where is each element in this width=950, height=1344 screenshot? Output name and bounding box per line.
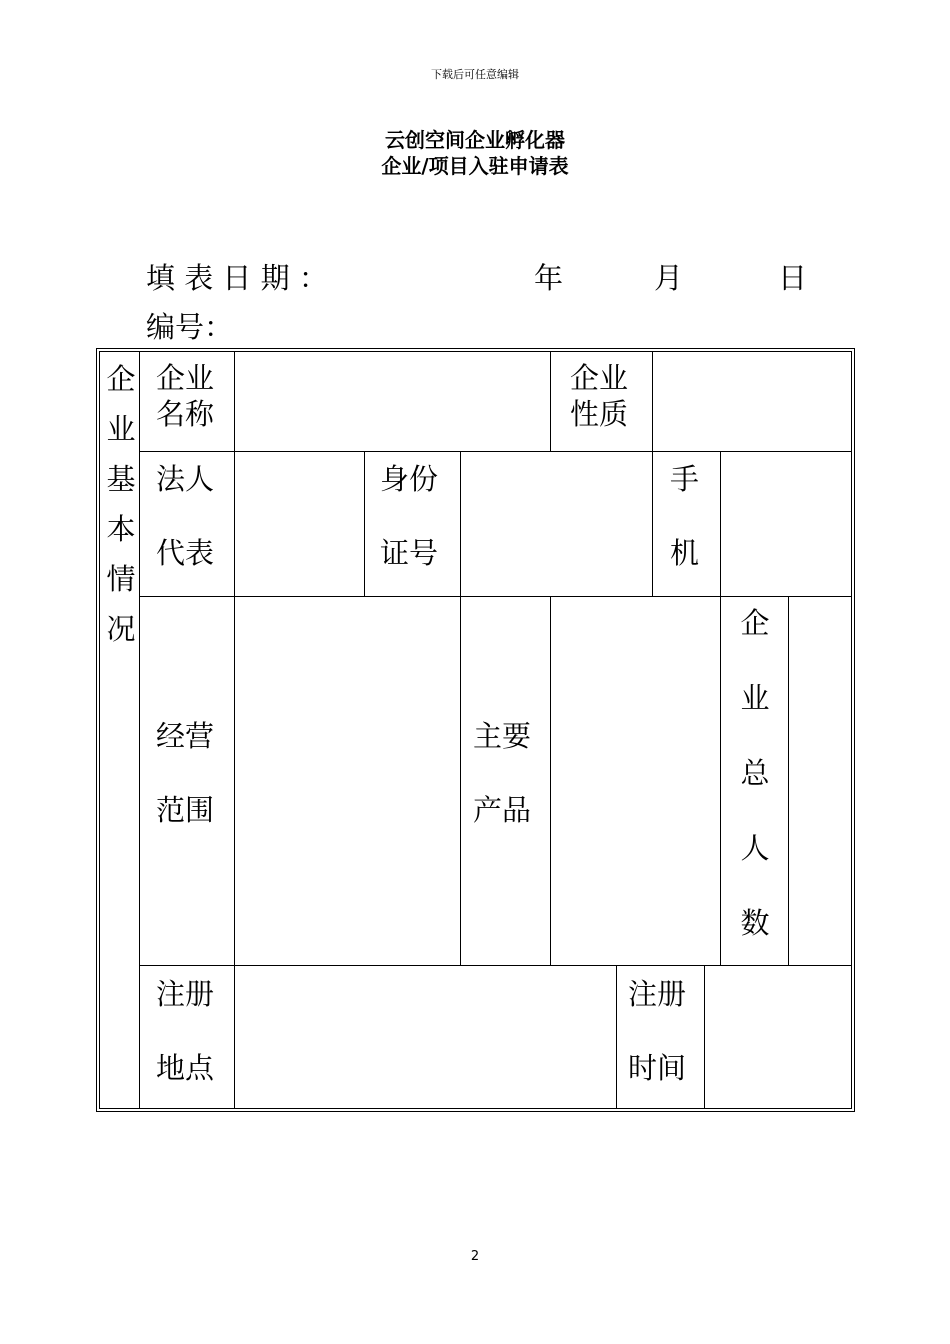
number-label: 编号： (146, 310, 234, 344)
company-nature-label: 企业 性质 (570, 361, 629, 431)
table-divider (550, 596, 551, 965)
business-scope-label: 经营 范围 (156, 719, 215, 827)
company-name-label: 企业 名称 (156, 361, 215, 431)
reg-place-label: 注册 地点 (156, 977, 215, 1085)
main-products-label: 主要 产品 (473, 719, 532, 827)
table-divider (139, 451, 852, 452)
reg-time-label: 注册 时间 (628, 977, 687, 1085)
mobile-label: 手 机 (670, 462, 700, 570)
legal-rep-label: 法人 代表 (156, 462, 215, 570)
table-divider (788, 596, 789, 965)
document-subtitle: 企业/项目入驻申请表 (381, 154, 569, 178)
table-divider (616, 965, 617, 1109)
section-label-basic-info: 企 业 基 本 情 况 (106, 362, 136, 646)
table-divider (704, 965, 705, 1109)
table-divider (550, 351, 551, 451)
table-divider (234, 351, 235, 1109)
month-label: 月 (654, 261, 684, 295)
year-label: 年 (534, 261, 564, 295)
table-divider (460, 451, 461, 965)
document-title: 云创空间企业孵化器 (385, 128, 565, 152)
id-number-label: 身份 证号 (380, 462, 439, 570)
page-number: 2 (470, 1249, 480, 1264)
table-divider (139, 596, 852, 597)
header-note: 下载后可任意编辑 (431, 68, 519, 81)
table-divider (720, 451, 721, 965)
total-staff-label: 企 业 总 人 数 (740, 606, 770, 940)
day-label: 日 (778, 261, 808, 295)
date-label: 填 表 日 期 ： (146, 261, 328, 295)
fill-date-line (146, 256, 806, 296)
table-divider (364, 451, 365, 596)
table-divider (652, 351, 653, 596)
